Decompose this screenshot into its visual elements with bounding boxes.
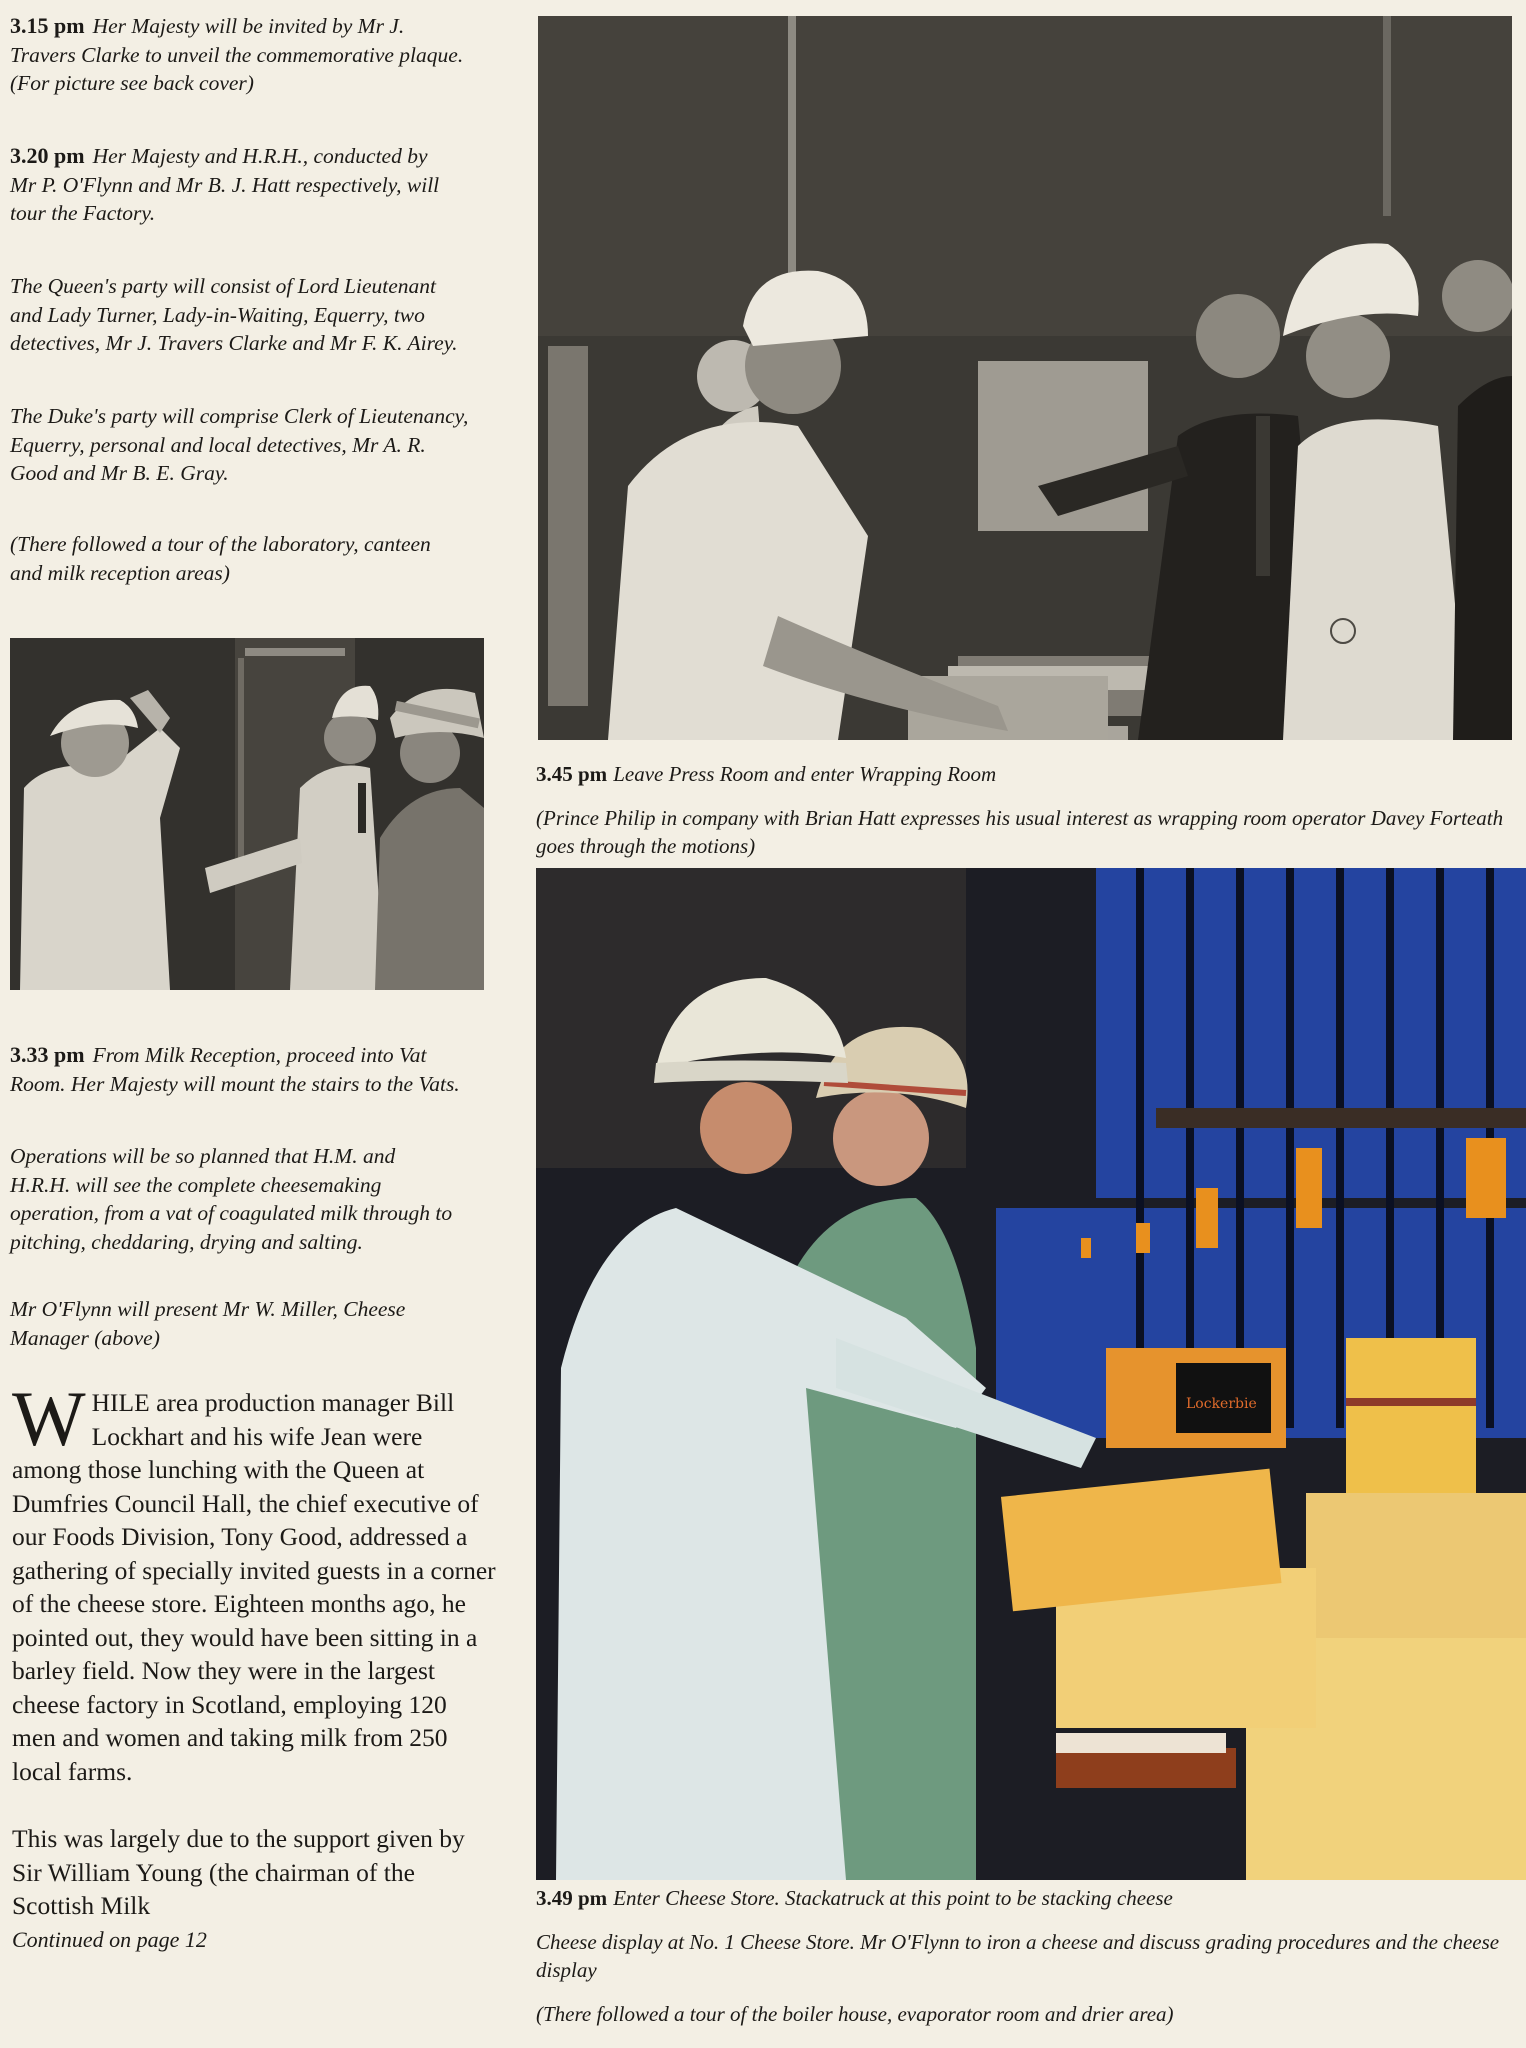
caption-time: 3.49 pm (536, 1886, 608, 1910)
cheese-label-text: Lockerbie (1186, 1396, 1257, 1412)
presentation-text: Mr O'Flynn will present Mr W. Miller, Cheese Manager (above) (10, 1297, 406, 1350)
schedule-text: Her Majesty and H.R.H., conducted by Mr P. O'Flynn and Mr B. J. Hatt respectively, will tour the Factory. (10, 144, 440, 225)
article-paragraph-1-text: area production manager Bill Lockhart and his wife Jean were among those lunching with the Queen at Dumfries Council Hall, the chief executive of our Foods Division, Tony Good, addressed a gathering of specially invited guests in a corner of the cheese store. Eighteen months ago, he pointed out, they would have been sitting in a barley field. Now they were in the largest cheese factory in Scotland, employing 120 men and women and taking milk from 250 local farms. (12, 1388, 496, 1786)
tour-note-lab: (There followed a tour of the laboratory, canteen and milk reception areas) (10, 532, 431, 585)
photo-cheese-store (536, 868, 1526, 1880)
photo-cheese-manager (10, 638, 484, 990)
caption-349 (536, 1884, 1516, 1912)
schedule-text: Her Majesty will be invited by Mr J. Travers Clarke to unveil the commemorative plaque. (For picture see back cover) (10, 14, 464, 95)
photo-cheese-manager-image (10, 638, 484, 990)
schedule-time: 3.15 pm (10, 13, 85, 38)
caption-text: Enter Cheese Store. Stackatruck at this point to be stacking cheese (613, 1886, 1173, 1910)
caption-time: 3.45 pm (536, 762, 608, 786)
schedule-item-320 (10, 142, 450, 228)
caption-text: Leave Press Room and enter Wrapping Room (613, 762, 997, 786)
schedule-item-315 (10, 12, 470, 98)
schedule-text: From Milk Reception, proceed into Vat Room. Her Majesty will mount the stairs to the Vats. (10, 1043, 460, 1096)
photo-cheese-store-image (536, 868, 1526, 1880)
article-body (12, 1375, 497, 1955)
photo-wrapping-room-image (538, 16, 1512, 740)
caption-cheese-display: Cheese display at No. 1 Cheese Store. Mr O'Flynn to iron a cheese and discuss grading procedures and the cheese display (536, 1930, 1500, 1982)
photo-wrapping-room (538, 16, 1512, 740)
operations-text: Operations will be so planned that H.M. and H.R.H. will see the complete cheesemaking operation, from a vat of coagulated milk through to pitching, cheddaring, drying and salting. (10, 1144, 453, 1254)
drop-cap: W (12, 1375, 86, 1462)
article-paragraph-1 (12, 1375, 497, 1788)
schedule-time: 3.20 pm (10, 143, 85, 168)
article-lead-caps: HILE (91, 1388, 150, 1417)
schedule-time: 3.33 pm (10, 1042, 85, 1067)
article-paragraph-2: This was largely due to the support given by Sir William Young (the chairman of the Scottish Milk (12, 1824, 465, 1920)
dukes-party-text: The Duke's party will comprise Clerk of Lieutenancy, Equerry, personal and local detectives, Mr A. R. Good and Mr B. E. Gray. (10, 404, 469, 485)
caption-345 (536, 760, 1516, 788)
schedule-item-333 (10, 1041, 470, 1098)
continued-link[interactable]: Continued on page 12 (12, 1926, 207, 1952)
caption-wrapping-note: (Prince Philip in company with Brian Hatt expresses his usual interest as wrapping room operator Davey Forteath goes through the motions) (536, 806, 1504, 858)
queens-party-text: The Queen's party will consist of Lord Lieutenant and Lady Turner, Lady-in-Waiting, Equerry, two detectives, Mr J. Travers Clarke and Mr F. K. Airey. (10, 274, 458, 355)
caption-boiler-note: (There followed a tour of the boiler house, evaporator room and drier area) (536, 2002, 1174, 2026)
